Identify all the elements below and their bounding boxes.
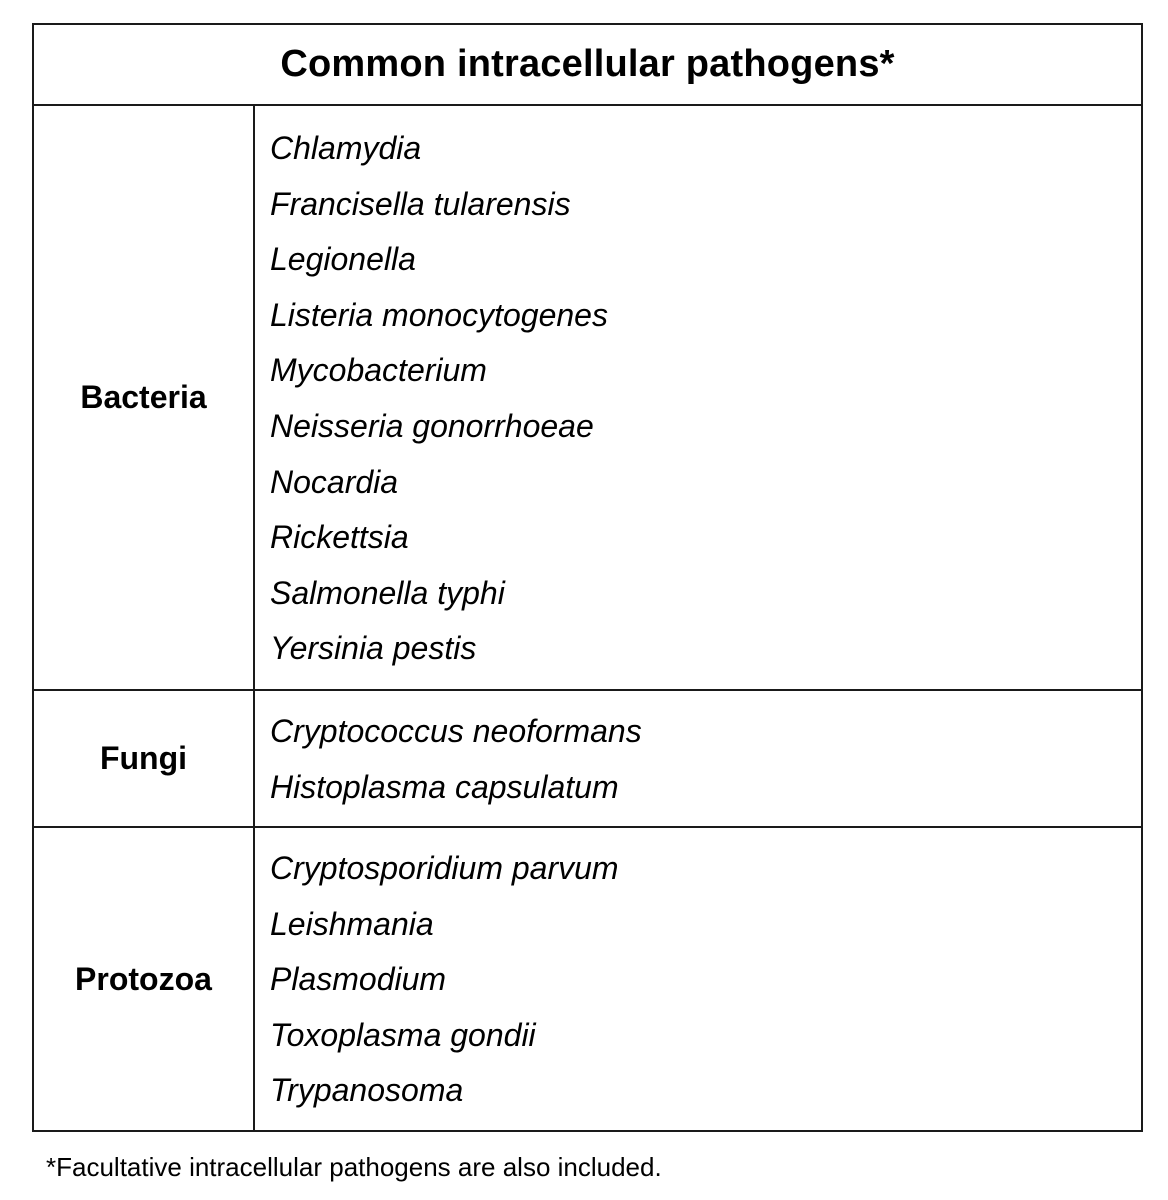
pathogen-item: Histoplasma capsulatum (270, 768, 619, 805)
table-header (34, 25, 1141, 106)
pathogen-item: Salmonella typhi (270, 574, 505, 611)
pathogen-list (270, 704, 642, 815)
pathogen-item: Toxoplasma gondii (270, 1016, 536, 1053)
pathogen-item: Chlamydia (270, 130, 422, 166)
pathogen-list (270, 121, 608, 677)
pathogen-item: Plasmodium (270, 961, 447, 998)
group-bacteria (34, 106, 1141, 691)
pathogen-list (270, 841, 619, 1119)
pathogens-table (32, 23, 1143, 1132)
category-label: Fungi (34, 691, 255, 826)
pathogen-item: Mycobacterium (270, 352, 487, 389)
pathogen-item: Yersinia pestis (270, 630, 477, 667)
pathogen-item: Neisseria gonorrhoeae (270, 407, 594, 444)
pathogen-item: Cryptococcus neoformans (270, 713, 642, 749)
footnote: *Facultative intracellular pathogens are also included. (46, 1152, 662, 1182)
category-label: Bacteria (34, 106, 255, 689)
group-protozoa (34, 828, 1141, 1130)
table-title: Common intracellular pathogens* (280, 43, 895, 85)
pathogen-item: Cryptosporidium parvum (270, 850, 619, 886)
group-fungi (34, 691, 1141, 828)
category-label: Protozoa (34, 828, 255, 1130)
pathogen-item: Trypanosoma (270, 1072, 464, 1109)
pathogen-item: Francisella tularensis (270, 185, 571, 222)
pathogen-item: Nocardia (270, 463, 399, 500)
pathogen-item: Listeria monocytogenes (270, 296, 608, 333)
pathogen-item: Rickettsia (270, 519, 409, 556)
pathogen-item: Legionella (270, 241, 416, 278)
pathogen-item: Leishmania (270, 905, 434, 942)
